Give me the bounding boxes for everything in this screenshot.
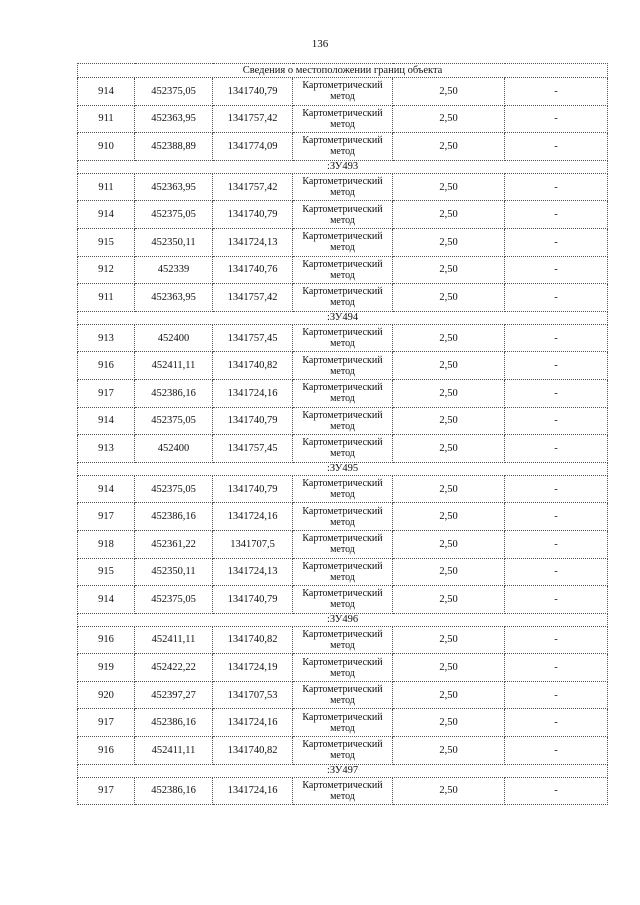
note-cell: -	[505, 654, 608, 682]
table-row	[78, 284, 608, 312]
accuracy-cell: 2,50	[393, 379, 505, 407]
method-cell: Картометрический метод	[293, 133, 393, 161]
accuracy-cell: 2,50	[393, 586, 505, 614]
point-number-cell: 910	[78, 133, 135, 161]
point-number-cell: 911	[78, 105, 135, 133]
point-number-cell: 920	[78, 681, 135, 709]
note-cell: -	[505, 558, 608, 586]
accuracy-cell: 2,50	[393, 352, 505, 380]
coord-y-cell: 1341757,45	[213, 435, 293, 463]
coord-x-cell: 452411,11	[135, 737, 213, 765]
coord-x-cell: 452411,11	[135, 626, 213, 654]
accuracy-cell: 2,50	[393, 407, 505, 435]
coord-y-cell: 1341740,79	[213, 201, 293, 229]
table-row	[78, 503, 608, 531]
accuracy-cell: 2,50	[393, 105, 505, 133]
coord-x-cell: 452375,05	[135, 475, 213, 503]
accuracy-cell: 2,50	[393, 777, 505, 805]
coord-x-cell: 452375,05	[135, 407, 213, 435]
coord-y-cell: 1341707,53	[213, 681, 293, 709]
coord-y-cell: 1341757,42	[213, 105, 293, 133]
coord-y-cell: 1341724,16	[213, 379, 293, 407]
point-number-cell: 912	[78, 256, 135, 284]
section-header-row	[78, 311, 608, 324]
coord-x-cell: 452386,16	[135, 777, 213, 805]
coord-x-cell: 452361,22	[135, 530, 213, 558]
section-header-row	[78, 160, 608, 173]
method-cell: Картометрический метод	[293, 654, 393, 682]
point-number-cell: 916	[78, 737, 135, 765]
coord-x-cell: 452388,89	[135, 133, 213, 161]
method-cell: Картометрический метод	[293, 586, 393, 614]
note-cell: -	[505, 78, 608, 106]
point-number-cell: 918	[78, 530, 135, 558]
method-cell: Картометрический метод	[293, 284, 393, 312]
table-row	[78, 654, 608, 682]
accuracy-cell: 2,50	[393, 709, 505, 737]
point-number-cell: 916	[78, 352, 135, 380]
table-row	[78, 352, 608, 380]
note-cell: -	[505, 626, 608, 654]
section-header-row	[78, 764, 608, 777]
table-row	[78, 324, 608, 352]
method-cell: Картометрический метод	[293, 530, 393, 558]
coord-x-cell: 452363,95	[135, 105, 213, 133]
coord-x-cell: 452350,11	[135, 558, 213, 586]
section-label: :ЗУ496	[78, 613, 608, 626]
note-cell: -	[505, 105, 608, 133]
table-row	[78, 133, 608, 161]
note-cell: -	[505, 530, 608, 558]
coord-x-cell: 452400	[135, 435, 213, 463]
note-cell: -	[505, 737, 608, 765]
table-row	[78, 407, 608, 435]
table-row	[78, 709, 608, 737]
method-cell: Картометрический метод	[293, 475, 393, 503]
method-cell: Картометрический метод	[293, 503, 393, 531]
coord-x-cell: 452397,27	[135, 681, 213, 709]
table-row	[78, 379, 608, 407]
note-cell: -	[505, 352, 608, 380]
coord-y-cell: 1341740,76	[213, 256, 293, 284]
coord-y-cell: 1341757,42	[213, 284, 293, 312]
table-row	[78, 586, 608, 614]
table-row	[78, 78, 608, 106]
coord-x-cell: 452363,95	[135, 284, 213, 312]
accuracy-cell: 2,50	[393, 256, 505, 284]
table-row	[78, 626, 608, 654]
method-cell: Картометрический метод	[293, 626, 393, 654]
point-number-cell: 916	[78, 626, 135, 654]
coord-y-cell: 1341740,79	[213, 586, 293, 614]
point-number-cell: 914	[78, 407, 135, 435]
note-cell: -	[505, 201, 608, 229]
point-number-cell: 914	[78, 586, 135, 614]
coord-x-cell: 452375,05	[135, 201, 213, 229]
coord-x-cell: 452386,16	[135, 503, 213, 531]
method-cell: Картометрический метод	[293, 78, 393, 106]
note-cell: -	[505, 256, 608, 284]
table-row	[78, 777, 608, 805]
coord-y-cell: 1341740,79	[213, 475, 293, 503]
table-row	[78, 201, 608, 229]
method-cell: Картометрический метод	[293, 228, 393, 256]
coord-x-cell: 452422,22	[135, 654, 213, 682]
accuracy-cell: 2,50	[393, 133, 505, 161]
coord-y-cell: 1341774,09	[213, 133, 293, 161]
table-row	[78, 681, 608, 709]
table-row	[78, 228, 608, 256]
coord-y-cell: 1341740,82	[213, 352, 293, 380]
note-cell: -	[505, 435, 608, 463]
coord-x-cell: 452400	[135, 324, 213, 352]
coord-y-cell: 1341724,16	[213, 503, 293, 531]
coord-x-cell: 452411,11	[135, 352, 213, 380]
point-number-cell: 917	[78, 777, 135, 805]
note-cell: -	[505, 709, 608, 737]
accuracy-cell: 2,50	[393, 324, 505, 352]
coord-y-cell: 1341724,19	[213, 654, 293, 682]
coord-x-cell: 452339	[135, 256, 213, 284]
accuracy-cell: 2,50	[393, 78, 505, 106]
coord-x-cell: 452386,16	[135, 709, 213, 737]
coord-y-cell: 1341740,79	[213, 407, 293, 435]
accuracy-cell: 2,50	[393, 284, 505, 312]
coord-x-cell: 452350,11	[135, 228, 213, 256]
coord-x-cell: 452375,05	[135, 78, 213, 106]
coord-y-cell: 1341740,79	[213, 78, 293, 106]
note-cell: -	[505, 133, 608, 161]
accuracy-cell: 2,50	[393, 201, 505, 229]
method-cell: Картометрический метод	[293, 407, 393, 435]
note-cell: -	[505, 475, 608, 503]
accuracy-cell: 2,50	[393, 475, 505, 503]
note-cell: -	[505, 407, 608, 435]
point-number-cell: 914	[78, 78, 135, 106]
section-label: :ЗУ494	[78, 311, 608, 324]
accuracy-cell: 2,50	[393, 503, 505, 531]
point-number-cell: 917	[78, 503, 135, 531]
point-number-cell: 914	[78, 475, 135, 503]
coord-y-cell: 1341724,13	[213, 228, 293, 256]
accuracy-cell: 2,50	[393, 435, 505, 463]
note-cell: -	[505, 284, 608, 312]
coord-x-cell: 452375,05	[135, 586, 213, 614]
section-label: :ЗУ495	[78, 462, 608, 475]
note-cell: -	[505, 777, 608, 805]
coord-x-cell: 452363,95	[135, 173, 213, 201]
coord-y-cell: 1341740,82	[213, 626, 293, 654]
point-number-cell: 915	[78, 228, 135, 256]
method-cell: Картометрический метод	[293, 709, 393, 737]
note-cell: -	[505, 681, 608, 709]
table-row	[78, 475, 608, 503]
section-header-row	[78, 462, 608, 475]
coord-y-cell: 1341724,16	[213, 709, 293, 737]
boundary-points-table	[77, 63, 608, 805]
point-number-cell: 913	[78, 435, 135, 463]
accuracy-cell: 2,50	[393, 558, 505, 586]
point-number-cell: 913	[78, 324, 135, 352]
method-cell: Картометрический метод	[293, 324, 393, 352]
section-header-row	[78, 613, 608, 626]
point-number-cell: 917	[78, 709, 135, 737]
coord-y-cell: 1341740,82	[213, 737, 293, 765]
point-number-cell: 911	[78, 284, 135, 312]
accuracy-cell: 2,50	[393, 173, 505, 201]
note-cell: -	[505, 379, 608, 407]
coord-x-cell: 452386,16	[135, 379, 213, 407]
coord-y-cell: 1341707,5	[213, 530, 293, 558]
accuracy-cell: 2,50	[393, 530, 505, 558]
method-cell: Картометрический метод	[293, 737, 393, 765]
coord-y-cell: 1341757,45	[213, 324, 293, 352]
coord-y-cell: 1341724,16	[213, 777, 293, 805]
method-cell: Картометрический метод	[293, 352, 393, 380]
table-row	[78, 530, 608, 558]
method-cell: Картометрический метод	[293, 256, 393, 284]
accuracy-cell: 2,50	[393, 626, 505, 654]
table-body	[78, 64, 608, 805]
table-row	[78, 435, 608, 463]
note-cell: -	[505, 228, 608, 256]
method-cell: Картометрический метод	[293, 201, 393, 229]
table-row	[78, 558, 608, 586]
method-cell: Картометрический метод	[293, 777, 393, 805]
method-cell: Картометрический метод	[293, 435, 393, 463]
section-label: :ЗУ497	[78, 764, 608, 777]
note-cell: -	[505, 586, 608, 614]
table-row	[78, 173, 608, 201]
note-cell: -	[505, 324, 608, 352]
coord-y-cell: 1341724,13	[213, 558, 293, 586]
point-number-cell: 911	[78, 173, 135, 201]
coord-y-cell: 1341757,42	[213, 173, 293, 201]
point-number-cell: 915	[78, 558, 135, 586]
point-number-cell: 919	[78, 654, 135, 682]
method-cell: Картометрический метод	[293, 173, 393, 201]
section-label: :ЗУ493	[78, 160, 608, 173]
note-cell: -	[505, 173, 608, 201]
table-caption: Сведения о местоположении границ объекта	[78, 64, 608, 78]
table-row	[78, 256, 608, 284]
accuracy-cell: 2,50	[393, 737, 505, 765]
table-caption-row	[78, 64, 608, 78]
accuracy-cell: 2,50	[393, 654, 505, 682]
method-cell: Картометрический метод	[293, 681, 393, 709]
accuracy-cell: 2,50	[393, 228, 505, 256]
method-cell: Картометрический метод	[293, 558, 393, 586]
table-row	[78, 105, 608, 133]
page-number: 136	[311, 38, 329, 50]
point-number-cell: 914	[78, 201, 135, 229]
table-row	[78, 737, 608, 765]
note-cell: -	[505, 503, 608, 531]
point-number-cell: 917	[78, 379, 135, 407]
method-cell: Картометрический метод	[293, 379, 393, 407]
method-cell: Картометрический метод	[293, 105, 393, 133]
accuracy-cell: 2,50	[393, 681, 505, 709]
